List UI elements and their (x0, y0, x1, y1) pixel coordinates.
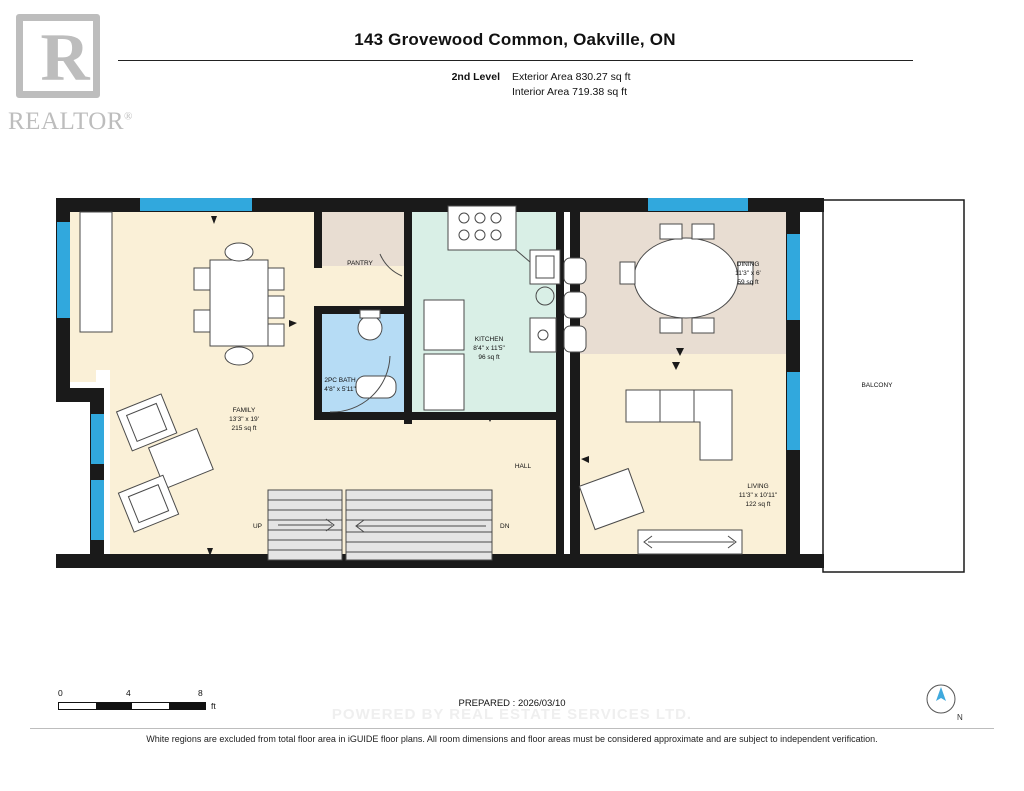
floorplan (0, 150, 1024, 640)
room-dims-dining: 11'3" x 6' (735, 270, 761, 277)
room-area-family: 215 sq ft (231, 425, 257, 432)
window-east-living (787, 372, 800, 450)
furniture-stool-1 (564, 258, 586, 284)
window-west-mid (91, 414, 104, 464)
fill-living (578, 354, 788, 558)
realtor-logo-registered: ® (124, 110, 133, 123)
wall-bath-left (314, 306, 322, 420)
fixture-kitchen-sink (530, 250, 560, 284)
appliance-dishwasher (530, 318, 556, 352)
window-east-dining (787, 234, 800, 320)
fixture-toilet-tank (360, 310, 380, 318)
room-area-dining: 59 sq ft (737, 279, 759, 286)
room-label-kitchen: KITCHEN (474, 336, 504, 343)
realtor-logo-letter: R (40, 19, 90, 95)
scale-tick-4: 4 (126, 688, 131, 698)
fill-pantry (318, 206, 410, 266)
furniture-family-table (210, 260, 268, 346)
interior-row (440, 86, 770, 98)
stairs-down-label: DN (500, 523, 510, 530)
dining-chair-4 (692, 318, 714, 333)
room-label-family: FAMILY (232, 407, 256, 414)
wall-hall-right (556, 420, 564, 560)
furniture-chair-4 (268, 324, 284, 346)
room-label-living: LIVING (747, 483, 769, 490)
furniture-chair-1 (225, 243, 253, 261)
furniture-stool-3 (564, 326, 586, 352)
appliance-fridge (424, 300, 464, 350)
watermark: POWERED BY REAL ESTATE SERVICES LTD. (331, 706, 693, 723)
stairs-down (346, 490, 492, 560)
room-area-living: 122 sq ft (745, 501, 771, 508)
page-title-text: 143 Grovewood Common, Oakville, ON (354, 30, 676, 49)
dining-chair-2 (692, 224, 714, 239)
realtor-logo-wordmark (8, 108, 133, 136)
fixture-sink (356, 376, 396, 398)
room-dims-family: 13'3" x 19' (229, 416, 259, 423)
compass-north-label: N (957, 713, 963, 722)
wall-pantry-top (314, 206, 412, 212)
prepared-date: PREPARED : 2026/03/10 (458, 698, 566, 709)
room-label-bath: 2PC BATH (324, 377, 356, 384)
level-label: 2nd Level (451, 71, 500, 83)
room-dims-bath: 4'8" x 5'11" (324, 386, 356, 393)
room-label-dining: DINING (736, 261, 760, 268)
realtor-logo-box (16, 14, 100, 98)
scale-tick-8: 8 (198, 688, 203, 698)
wall-bath-bottom (314, 412, 412, 420)
furniture-stool-2 (564, 292, 586, 318)
wall-kitchen-bottom (404, 412, 562, 420)
window-west-upper (57, 222, 70, 318)
realtor-logo-word-text: REALTOR (8, 108, 125, 135)
wall-balcony-bottom (788, 554, 824, 568)
scale-tick-0: 0 (58, 688, 63, 698)
wall-living-left (570, 198, 580, 560)
dining-chair-1 (660, 224, 682, 239)
compass-rose (920, 678, 966, 724)
window-north-family (140, 198, 252, 211)
room-label-pantry: PANTRY (347, 260, 373, 267)
cabinet-kitchen-lower (424, 354, 464, 410)
wall-pantry-left (314, 206, 322, 268)
stairs-up-label: UP (252, 523, 262, 530)
level-row (440, 71, 770, 83)
wall-kitchen-right (556, 206, 564, 420)
window-west-lower (91, 480, 104, 540)
furniture-chair-6 (194, 310, 210, 332)
furniture-chair-2 (268, 268, 284, 290)
wall-kitchen-left (404, 206, 412, 424)
furniture-chair-7 (225, 347, 253, 365)
wall-balcony-top (788, 198, 824, 212)
exterior-area-text: Exterior Area 830.27 sq ft (512, 71, 631, 83)
furniture-chair-5 (194, 268, 210, 290)
page-title (115, 30, 915, 50)
room-dims-living: 11'3" x 10'11" (738, 492, 778, 499)
fixture-toilet-bowl (358, 316, 382, 340)
appliance-range (448, 206, 516, 250)
room-dims-kitchen: 8'4" x 11'5" (473, 345, 505, 352)
title-divider (118, 60, 913, 61)
footer-divider (30, 728, 994, 729)
room-area-kitchen: 96 sq ft (478, 354, 500, 361)
disclaimer-text: White regions are excluded from total floor area in iGUIDE floor plans. All room dimensions and floor areas must be considered approximate and are subject to independent verification. (146, 734, 878, 744)
dining-chair-3 (660, 318, 682, 333)
window-north-dining (648, 198, 748, 211)
room-balcony-area (823, 200, 964, 572)
room-label-hall: HALL (514, 463, 532, 470)
scale-unit: ft (211, 701, 216, 711)
stairs-up (268, 490, 342, 560)
furniture-chair-3 (268, 296, 284, 318)
level-info (440, 71, 770, 101)
dining-chair-5 (620, 262, 635, 284)
room-label-balcony: BALCONY (861, 382, 893, 389)
furniture-console (80, 212, 112, 332)
interior-area-text: Interior Area 719.38 sq ft (512, 86, 627, 98)
furniture-dining-table (634, 238, 738, 318)
